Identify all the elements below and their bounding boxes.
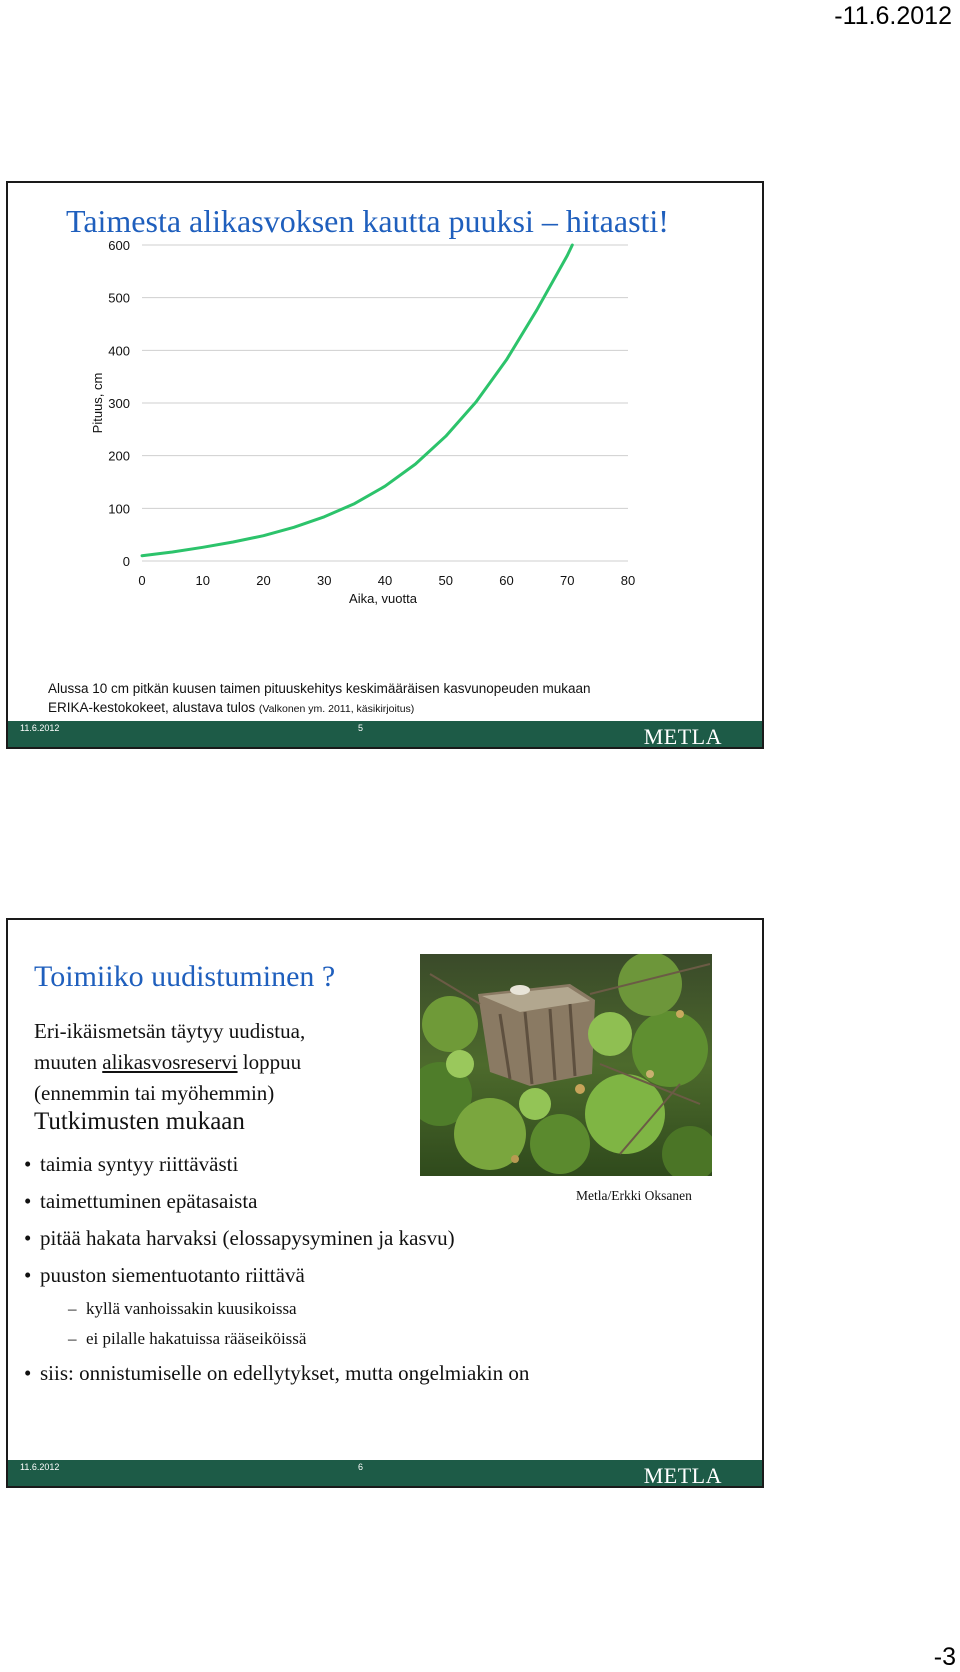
- slide-regeneration: [6, 918, 764, 1488]
- photo-credit: Metla/Erkki Oksanen: [576, 1188, 692, 1203]
- y-tick-label: 600: [108, 238, 130, 253]
- intro-line: [34, 1047, 305, 1078]
- slide-number: 5: [358, 723, 364, 733]
- intro-paragraph: [34, 1016, 305, 1109]
- sub-bullet-item: – ei pilalle hakatuissa rääseiköissä: [68, 1329, 307, 1348]
- y-tick-label: 500: [108, 290, 130, 306]
- x-tick-label: 40: [377, 573, 393, 588]
- series-line: [142, 245, 572, 556]
- intro-line: Eri-ikäismetsän täytyy uudistua,: [34, 1019, 306, 1043]
- underlined-term: alikasvosreservi: [102, 1050, 238, 1074]
- intro-text: loppuu: [237, 1050, 302, 1074]
- metla-logo: METLA: [643, 724, 722, 749]
- y-axis-label: Pituus, cm: [90, 372, 105, 434]
- x-tick-label: 30: [317, 573, 332, 588]
- metla-logo: METLA: [643, 1463, 722, 1488]
- y-tick-label: 200: [108, 448, 130, 464]
- sub-bullet-item: – kyllä vanhoissakin kuusikoissa: [68, 1299, 297, 1318]
- x-tick-label: 80: [620, 573, 636, 588]
- slide-number: 6: [358, 1462, 364, 1472]
- slide-title: Taimesta alikasvoksen kautta puuksi – hitaasti!: [66, 203, 669, 239]
- page-header-date: -11.6.2012: [834, 2, 952, 30]
- x-tick-label: 70: [560, 573, 575, 588]
- footer-date: 11.6.2012: [20, 723, 60, 733]
- x-tick-label: 50: [438, 573, 453, 588]
- height-growth-chart: [8, 183, 762, 723]
- x-tick-label: 10: [195, 573, 210, 588]
- slide-growth-chart: [6, 181, 764, 749]
- slide-footer: [8, 721, 762, 747]
- y-tick-label: 300: [108, 396, 130, 411]
- intro-text: muuten: [34, 1050, 103, 1074]
- slide-footer: [8, 1460, 762, 1486]
- page-number: -3: [933, 1643, 956, 1671]
- y-tick-label: 400: [108, 343, 130, 359]
- intro-line: (ennemmin tai myöhemmin): [34, 1081, 275, 1105]
- y-tick-label: 100: [108, 501, 130, 517]
- forest-regeneration-photo: [420, 954, 712, 1176]
- footer-date: 11.6.2012: [20, 1462, 60, 1472]
- source-reference: (Valkonen ym. 2011, käsikirjoitus): [258, 703, 415, 715]
- bullet-item: • taimia syntyy riittävästi: [24, 1152, 239, 1176]
- bullet-item: • puuston siementuotanto riittävä: [24, 1263, 305, 1287]
- bullet-item: • pitää hakata harvaksi (elossapysyminen ja kasvu): [24, 1226, 455, 1250]
- chart-source: [48, 700, 414, 715]
- y-tick-label: 0: [122, 554, 130, 569]
- x-tick-label: 20: [256, 573, 271, 588]
- section-heading: Tutkimusten mukaan: [34, 1108, 245, 1135]
- x-tick-label: 0: [138, 573, 146, 588]
- source-text: ERIKA-kestokokeet, alustava tulos: [48, 700, 259, 715]
- x-tick-label: 60: [499, 573, 514, 588]
- bullet-item: • siis: onnistumiselle on edellytykset, mutta ongelmiakin on: [24, 1361, 530, 1385]
- slide-title: Toimiiko uudistuminen ?: [34, 960, 336, 993]
- chart-caption: Alussa 10 cm pitkän kuusen taimen pituuskehitys keskimääräisen kasvunopeuden mukaan: [48, 681, 591, 696]
- bullet-item: • taimettuminen epätasaista: [24, 1189, 258, 1213]
- x-axis-label: Aika, vuotta: [349, 591, 417, 606]
